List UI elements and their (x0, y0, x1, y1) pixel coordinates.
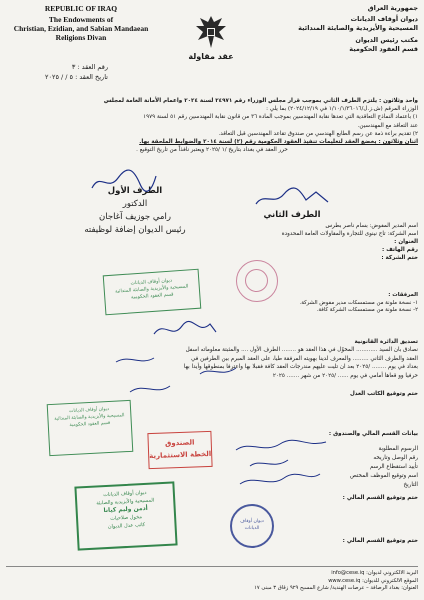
party1-signature (88, 168, 158, 194)
footer-line: البريد الالكتروني لديوان: info@cese.iq (331, 570, 418, 576)
green-stamp-top (103, 269, 202, 316)
stamp-line: الديانات (244, 526, 260, 531)
en-header-line: Christian, Ezidian, and Sabian Mandaean (13, 24, 149, 33)
finance-line: التاريخ (403, 482, 418, 488)
finance-handwriting (230, 438, 340, 494)
party2-fields (188, 222, 418, 262)
party2-field: ختم الشركة : (381, 255, 418, 261)
finance-line: اسم وتوقيع الموظف المختص (349, 473, 418, 479)
stamp-line: المسيحية والأيزيدية والصابئة (96, 497, 155, 507)
footer (6, 570, 418, 593)
green-notary-stamp (74, 481, 177, 550)
attachments-title: المرفقات : (388, 292, 418, 298)
attachment-item: ٢- نسخة ملونة من مستمسكات الشركة كافة. (316, 307, 418, 314)
finance-sign-label-2: ختم وتوقيع القسم المالي : (342, 538, 418, 544)
finance-line: تأييد استقطاع الرسم (369, 464, 418, 470)
en-header-line: REPUBLIC OF IRAQ (44, 4, 118, 13)
clause-31-item2: ٢) تقديم براءة ذمة عن رسم الطابع الهندسي من صندوق تقاعد المهندسين قبل التعاقد. (218, 130, 418, 137)
stamp-line: قسم العقود الحكومية (69, 420, 111, 429)
clause-31-line2: الوزراء المرقم (ش.ز.ل/١/١٠/١/٣٦٠١٦ في ٢٠٢٤/١٢/١٩) بما يلي : (266, 106, 418, 113)
party1-line: الدكتور (122, 199, 148, 209)
iraq-eagle-emblem (194, 14, 228, 50)
stamp-line: ديوان أوقاف الديانات (69, 406, 110, 415)
finance-sign-label: ختم وتوقيع القسم المالي : (342, 495, 418, 501)
stamp-line: كاتب عدل الديوان (107, 522, 146, 530)
party2-signature (250, 186, 334, 210)
certification-line: حرفيا وو قعاها أمامي في يوم ...... /٢٠٢٥ من شهر ....... ٢٠٢٥ (272, 372, 418, 379)
certification-line: نصادق بان السيد ............ المخوّل في هذا العقد هو ........ الطرف الأول .... والمثبتة معلوماته اسفل (185, 347, 418, 354)
party2-field: العنوان : (394, 239, 418, 245)
certification-line: بغداد في يوم ........ /٢٠٢٥ بعد ان تليت عليهم مندرجات العقد كافة فقبلا بها واعترفا بمنطوقها وأيدا بها (183, 364, 418, 371)
stamp-line: الصندوق (164, 438, 195, 448)
stamp-line: المسيحية والأيزيدية والصابئة المندائية (115, 284, 189, 295)
party2-field: اسم الشركة: تاج نينوى للتجارة والمقاولات العامة المحدودة (281, 231, 418, 237)
contract-title: عقد مقاولة (188, 52, 234, 61)
stamp-line: أدمن وليم كيانا (103, 504, 148, 515)
contract-meta (8, 62, 108, 82)
attachment-item: ١- نسخة ملونة من مستمسكات مدير مفوض الشركة. (299, 299, 418, 306)
contract-number: رقم العقد : ٣ (71, 63, 108, 71)
attachments (218, 292, 418, 315)
en-header-line: The Endowments of (48, 15, 114, 24)
contract-issue-line: حرر العقد في بغداد بتاريخ /١ /٢٠٢٥ ويعتبر نافذاً من تاريخ التوقيع . (136, 147, 288, 154)
party2-field: اسم المدير المفوض: بسام ناصر بطرس (325, 223, 418, 229)
ar-header-line: ديوان أوقاف الديانات (350, 15, 418, 23)
stamp-line: قسم العقود الحكومية (130, 292, 174, 301)
finance-line: الرسوم المطلوبة (378, 446, 418, 452)
footer-line: العنوان: بغداد الرصافة – عرصات الهندية/ شارع المسبح ٩٢٩ زقاق ٣ مبنى ١٧ (254, 585, 418, 592)
party1-role: رئيس الديوان إضافة لوظيفته (84, 225, 186, 235)
certification-title: تصديق الدائرة القانونية (354, 339, 418, 345)
ar-header-line: المسيحية والأيزيدية والصابئة المندائية (298, 24, 418, 32)
stamp-line: ديوان أوقاف الديانات (103, 489, 147, 499)
stamp-line: الخطة الاستثمارية (149, 449, 212, 461)
finance-line: رقم الوصل وتاريخه (373, 455, 418, 461)
contract-body (6, 97, 418, 154)
contract-date: تاريخ العقد : ٥ / / ٢٠٢٥ (44, 73, 108, 81)
clause-31-line1: واحد وثلاثون : يلتزم الطرف الثاني بموجب قرار مجلس الوزراء رقم ٢٤٩٧١ لسنة ٢٠٢٤ واعمام الأمانة العامة لمجلس (103, 98, 418, 104)
party2-title: الطرف الثاني (263, 210, 321, 220)
clause-31-item1-cont: عند التعاقد مع المهندسين. (357, 122, 418, 129)
notary-sign-label: ختم وتوقيع الكاتب العدل (349, 391, 418, 398)
finance-title: بيانات القسم المالي والصندوق : (328, 431, 418, 437)
certification-handwriting (110, 352, 260, 400)
ar-header (268, 4, 418, 54)
stamp-line: ديوان أوقاف الديانات (130, 278, 173, 287)
clause-32: اثنان وثلاثون : يخضع العقد لتعليمات تنفيذ العقود الحكومية رقم (٢) لسنة ٢٠١٤ والضوابط الملحقة بها. (139, 139, 418, 146)
stamp-line: ديوان أوقاف (240, 519, 264, 524)
clause-31-item1: ١) باعتماد النماذج التعاقدية التي تعدها نقابة المهندسين بموجب المادة ٣٦ من قانون نقابة المهندسين رقم ٥١ لسنة ١٩٧٩ (143, 114, 418, 121)
blue-round-stamp (230, 504, 274, 548)
en-header-line: Religions Divan (55, 33, 107, 42)
party1-name: رامي جوزيف آغاجان (99, 212, 171, 222)
party1-title: الطرف الأول (107, 186, 163, 196)
footer-line: الموقع الالكتروني للديوان: www.cese.iq (328, 577, 418, 584)
stamp-line: مخول صلاحيات (110, 514, 143, 522)
party2-field: رقم الهاتف : (382, 247, 418, 253)
en-header (6, 4, 156, 42)
stamp-line: المسيحية والأيزيدية والصابئة المندائية (54, 413, 125, 422)
green-stamp-middle (47, 400, 134, 456)
ar-header-line: مكتب رئيس الديوان (355, 36, 418, 44)
certification-line: العقد والطرف الثاني ......... والمعرف لدينا بهويته المرفقة طيا، على العقد المبرم بين الطرفين في (191, 355, 418, 362)
ar-header-line: جمهورية العراق (367, 4, 418, 12)
footer-rule (6, 566, 418, 567)
ar-header-line: قسم العقود الحكومية (349, 45, 418, 53)
